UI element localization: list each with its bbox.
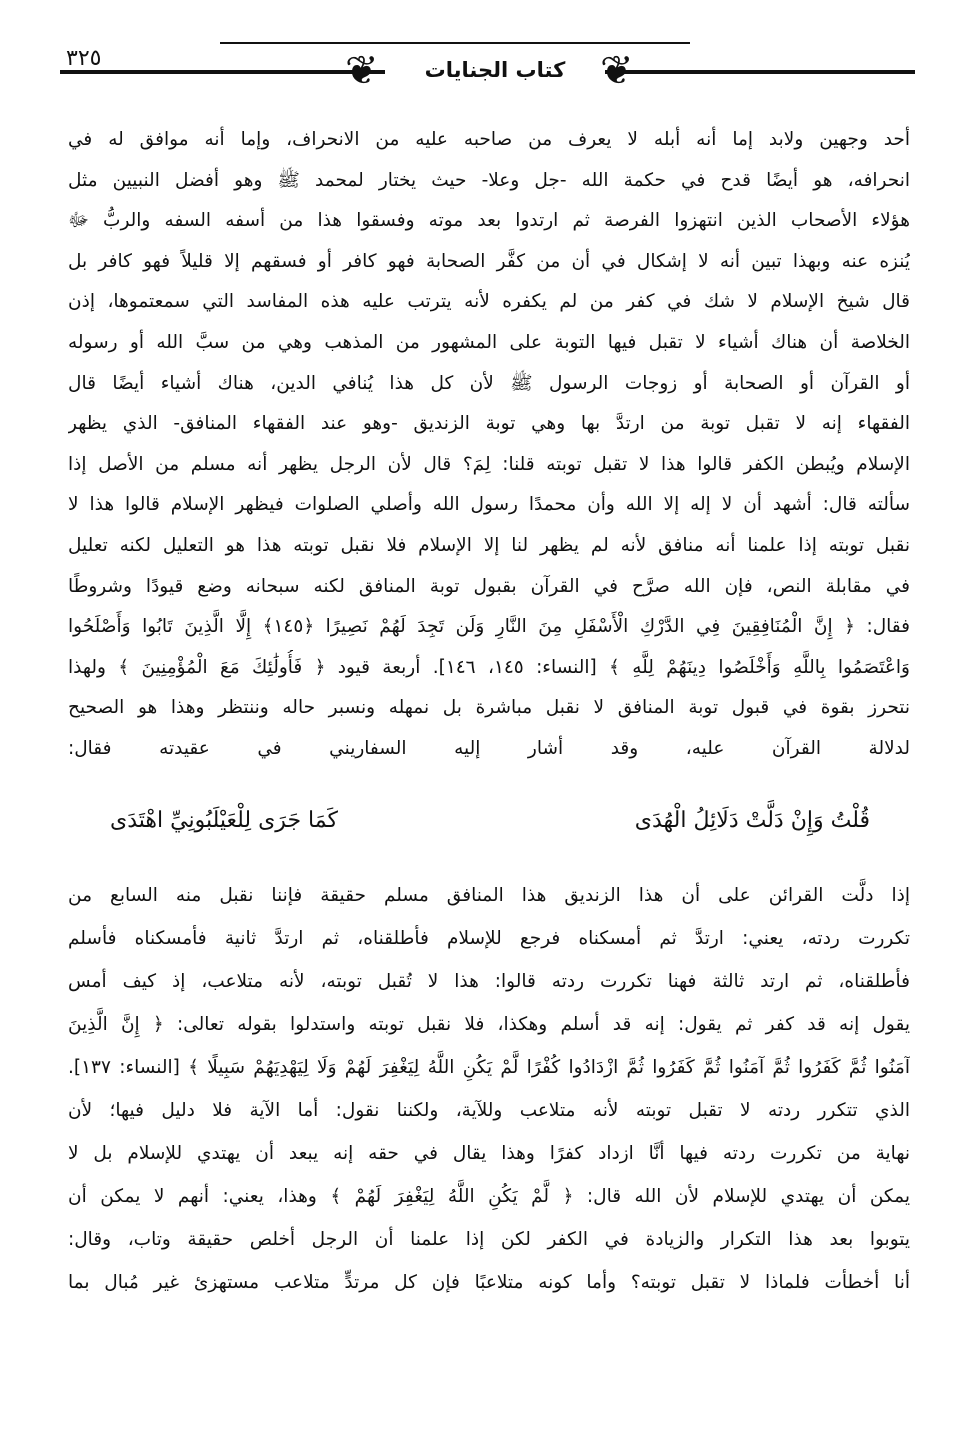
paragraph-1	[68, 122, 910, 772]
verse-second-hemistich: كَمَا جَرَى لِلْعَيْلَبُونِيِّ اهْتَدَى	[110, 808, 338, 833]
text-line: الإسلام ويُبطن الكفر قالوا هذا لا تقبل توبته قلنا: لِمَ؟ قال لأن الرجل يظهر أنه مسلم من الأصل إذا	[68, 453, 910, 475]
text-line: تكررت ردته، يعني: ارتدَّ ثم أمسكناه فرجع للإسلام فأطلقناه، ثم ارتدَّ ثانية فأمسكناه فأسلم	[68, 928, 910, 949]
text-line: فأطلقناه، ثم ارتد ثالثة فهنا تكررت ردته قالوا: هذا لا تُقبل توبته، لأنه متلاعب، إذ كيف أمس	[68, 971, 910, 992]
text-line: أو القرآن أو الصحابة أو زوجات الرسول ﷺ لأن كل هذا يُنافي الدين، هناك أشياء أيضًا قال	[68, 372, 910, 394]
paragraph-2	[68, 878, 910, 1308]
ornament-icon: ❦	[600, 48, 634, 94]
chapter-title: كتاب الجنايات	[424, 58, 566, 82]
text-line: فقال: ﴿ إِنَّ الْمُنَافِقِينَ فِي الدَّرْكِ الْأَسْفَلِ مِنَ النَّارِ وَلَن تَجِدَ لَهُمْ نَصِيرًا ﴿١٤٥﴾ إِلَّا الَّذِينَ تَابُوا وَأَصْلَحُوا	[68, 616, 910, 638]
text-line: أحد وجهين ولابد إما أنه أبله لا يعرف من صاحبه عليه من الانحراف، وإما أنه موافق له في	[68, 129, 910, 150]
text-line: الخلاصة أن هناك أشياء لا تقبل فيها التوبة على المشهور من المذهب وهي من سبَّ الله أو رسوله	[68, 331, 910, 353]
text-line: يُنزه عنه وبهذا تبين أنه لا إشكال في أن من كفَّر الصحابة فهو كافر أو فسقهم إلا قليلاً فهو كافر بل	[68, 250, 910, 272]
text-line: قال شيخ الإسلام لا شك في كفر من لم يكفره لأنه يترتب عليه هذه المفاسد التي سمعتموها، إذن	[68, 291, 910, 313]
text-line: انحرافه، هو أيضًا قدح في حكمة الله -جل وعلا- حيث يختار لمحمد ﷺ وهو أفضل النبيين مثل	[68, 169, 910, 191]
verse-first-hemistich: قُلْتُ وَإِنْ دَلَّتْ دَلَائِلُ الْهُدَى	[634, 808, 870, 833]
page-header	[60, 40, 920, 110]
text-line: نهاية من تكررت ردته فيها أنَّا ازداد كفرًا وهذا يقال في حقه إنه يبعد أن يهتدي للإسلام بل لا	[68, 1143, 910, 1164]
text-line: نقبل توبته إذا علمنا أنه منافق لأنه لم يظهر لنا إلا الإسلام فلا نقبل توبته هذا هو التعليل لكنه تعليل	[68, 534, 910, 556]
text-line: إذا دلَّت القرائن على أن هذا الزنديق هذا المنافق مسلم حقيقة فإننا نقبل منه السابع من	[68, 885, 910, 906]
text-line: سألته قال: أشهد أن لا إله إلا الله وأن محمدًا رسول الله وأصلي الصلوات فيظهر الإسلام قالوا هذا لا	[68, 494, 910, 516]
header-rule	[60, 70, 385, 74]
poem-verse	[110, 808, 870, 848]
header-rule	[605, 70, 915, 74]
text-line: الفقهاء إنه لا تقبل توبة من ارتدَّ بها وهي توبة الزنديق -وهو عند الفقهاء المنافق- الذي يظهر	[68, 413, 910, 435]
text-line: نتحرز بقوة في قبول توبة المنافق لا نقبل مباشرة بل نمهله ونسبر حاله وننتظر وهذا هو الصحيح	[68, 697, 910, 719]
text-line: يتوبوا بعد هذا التكرار والزيادة في الكفر لكن إذا علمنا أن الرجل أخلص حقيقة وتاب، وقال:	[68, 1229, 910, 1250]
text-line: يقول إنه قد كفر ثم يقول: إنه قد أسلم وهكذا، فلا نقبل توبته واستدلوا بقوله تعالى: ﴿ إِنَّ الَّذِينَ	[68, 1014, 910, 1035]
text-line: أنا أخطأت فلماذا لا تقبل توبته؟ وأما كونه متلاعبًا فإن كل مرتدٍّ متلاعب مستهزئ غير مُبال بما	[68, 1272, 910, 1293]
text-line: آمَنُوا ثُمَّ كَفَرُوا ثُمَّ آمَنُوا ثُمَّ كَفَرُوا ثُمَّ ازْدَادُوا كُفْرًا لَّمْ يَكُنِ اللَّهُ لِيَغْفِرَ لَهُمْ وَلَا لِيَهْدِيَهُمْ سَبِيلًا ﴾ [النساء: ١٣٧].	[68, 1057, 910, 1078]
text-line: لدلالة القرآن عليه، وقد أشار إليه السفاريني في عقيدته فقال:	[68, 737, 910, 759]
text-line: وَاعْتَصَمُوا بِاللَّهِ وَأَخْلَصُوا دِينَهُمْ لِلَّهِ ﴾ [النساء: ١٤٥، ١٤٦]. أربعة قيود ﴿ فَأُولَٰئِكَ مَعَ الْمُؤْمِنِينَ ﴾ ولهذا	[68, 656, 910, 678]
text-line: في مقابلة النص، فإن الله صرَّح في القرآن بقبول توبة المنافق لكنه سبحانه وضع قيودًا وشروطًا	[68, 575, 910, 597]
ornament-icon: ❦	[345, 48, 379, 94]
page-number: ٣٢٥	[66, 46, 102, 71]
text-line: الذي تتكرر ردته لا تقبل توبته لأنه متلاعب وللآية، ولكننا نقول: أما الآية فلا دليل فيها؛ لأن	[68, 1100, 910, 1121]
header-rule	[220, 42, 690, 44]
text-line: هؤلاء الأصحاب الذين انتهزوا الفرصة ثم ارتدوا بعد موته وفسقوا هذا من أسفه السفه والربُّ ﷻ	[68, 210, 910, 232]
text-line: يمكن أن يهتدي للإسلام لأن الله قال: ﴿ لَّمْ يَكُنِ اللَّهُ لِيَغْفِرَ لَهُمْ ﴾ وهذا، يعني: أنهم لا يمكن أن	[68, 1186, 910, 1207]
